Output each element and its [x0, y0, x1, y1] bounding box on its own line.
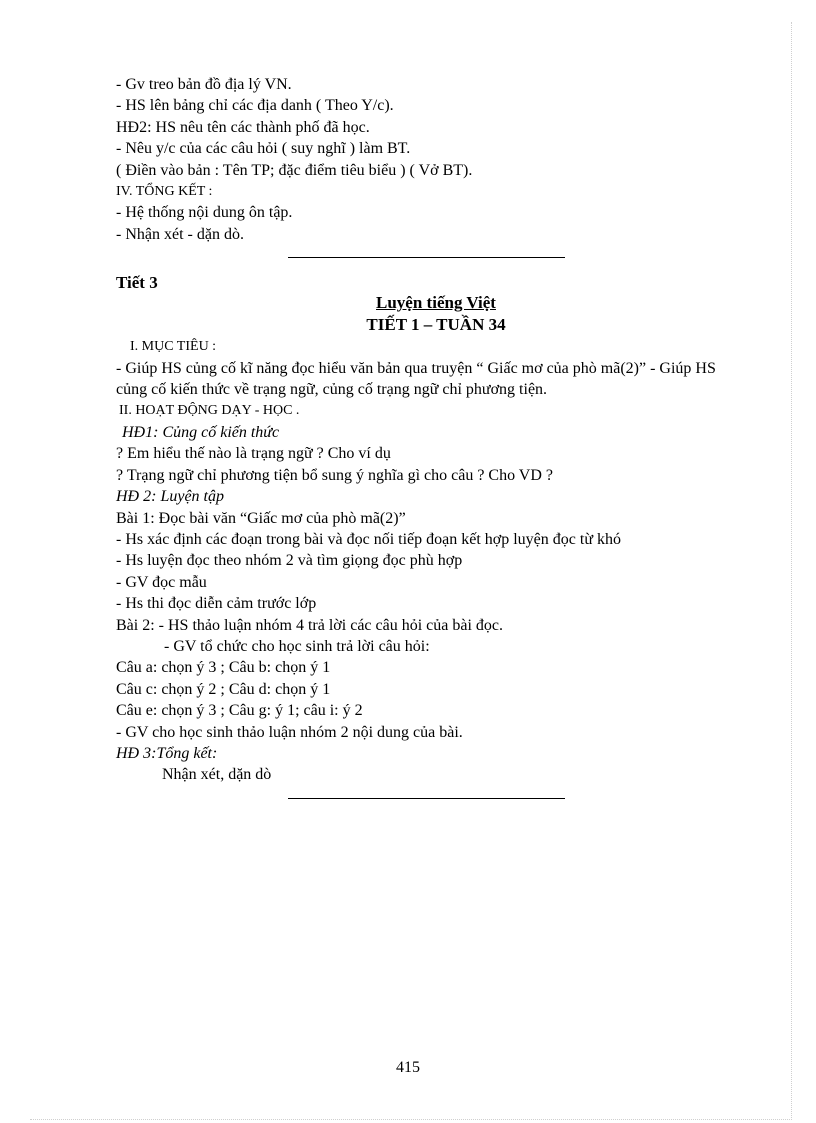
page-number: 415 — [396, 1059, 420, 1076]
activity-1-heading: HĐ1: Củng cố kiến thức — [122, 423, 280, 441]
activities-heading: II. HOẠT ĐỘNG DẠY - HỌC . — [119, 403, 300, 419]
activity-3-heading: HĐ 3:Tổng kết: — [116, 744, 218, 762]
text-line: - Nhận xét - dặn dò. — [116, 225, 244, 243]
answer-line: Câu e: chọn ý 3 ; Câu g: ý 1; câu i: ý 2 — [116, 702, 363, 720]
objectives-text: - Giúp HS củng cố kĩ năng đọc hiểu văn bản qua truyện “ Giấc mơ của phò mã(2)” - Giúp HS củng cố kiến thức về trạng ngữ, củng cố trạng ngữ chỉ phương tiện. — [116, 359, 716, 399]
text-line: - Gv treo bản đồ địa lý VN. — [116, 76, 292, 93]
text-line: - GV cho học sinh thảo luận nhóm 2 nội dung của bài. — [116, 723, 463, 741]
separator-rule — [288, 798, 565, 799]
text-line: - Nêu y/c của các câu hỏi ( suy nghĩ ) làm BT. — [116, 140, 411, 158]
objectives-heading: I. MỤC TIÊU : — [130, 339, 217, 355]
text-line: - GV tổ chức cho học sinh trả lời câu hỏi: — [164, 637, 430, 655]
closing-line: Nhận xét, dặn dò — [162, 766, 272, 784]
period-label: Tiết 3 — [116, 273, 158, 293]
question: ? Em hiểu thế nào là trạng ngữ ? Cho ví dụ — [116, 445, 391, 463]
text-line: ( Điền vào bản : Tên TP; đặc điểm tiêu biểu ) ( Vở BT). — [116, 161, 473, 179]
separator-rule — [288, 257, 565, 258]
exercise-2: Bài 2: - HS thảo luận nhóm 4 trả lời các câu hỏi của bài đọc. — [116, 616, 504, 634]
text-line: - GV đọc mẫu — [116, 573, 207, 591]
text-line: - Hs luyện đọc theo nhóm 2 và tìm giọng đọc phù hợp — [116, 552, 463, 570]
activity-2-heading: HĐ 2: Luyện tập — [116, 488, 224, 506]
question: ? Trạng ngữ chỉ phương tiện bổ sung ý nghĩa gì cho câu ? Cho VD ? — [116, 466, 554, 484]
lesson-subject: Luyện tiếng Việt — [376, 293, 496, 313]
text-line: - Hs thi đọc diễn cảm trước lớp — [116, 595, 317, 613]
text-line: - HS lên bảng chỉ các địa danh ( Theo Y/c). — [116, 97, 394, 115]
answer-line: Câu a: chọn ý 3 ; Câu b: chọn ý 1 — [116, 659, 331, 677]
lesson-subtitle: TIẾT 1 – TUẦN 34 — [366, 315, 506, 335]
answer-line: Câu c: chọn ý 2 ; Câu d: chọn ý 1 — [116, 680, 331, 698]
text-line: HĐ2: HS nêu tên các thành phố đã học. — [116, 118, 370, 136]
exercise-1: Bài 1: Đọc bài văn “Giấc mơ của phò mã(2)” — [116, 509, 406, 527]
text-line: - Hs xác định các đoạn trong bài và đọc nối tiếp đoạn kết hợp luyện đọc từ khó — [116, 530, 621, 548]
section-heading: IV. TỔNG KẾT : — [116, 184, 213, 200]
text-line: - Hệ thống nội dung ôn tập. — [116, 204, 293, 222]
document-body — [116, 74, 756, 799]
